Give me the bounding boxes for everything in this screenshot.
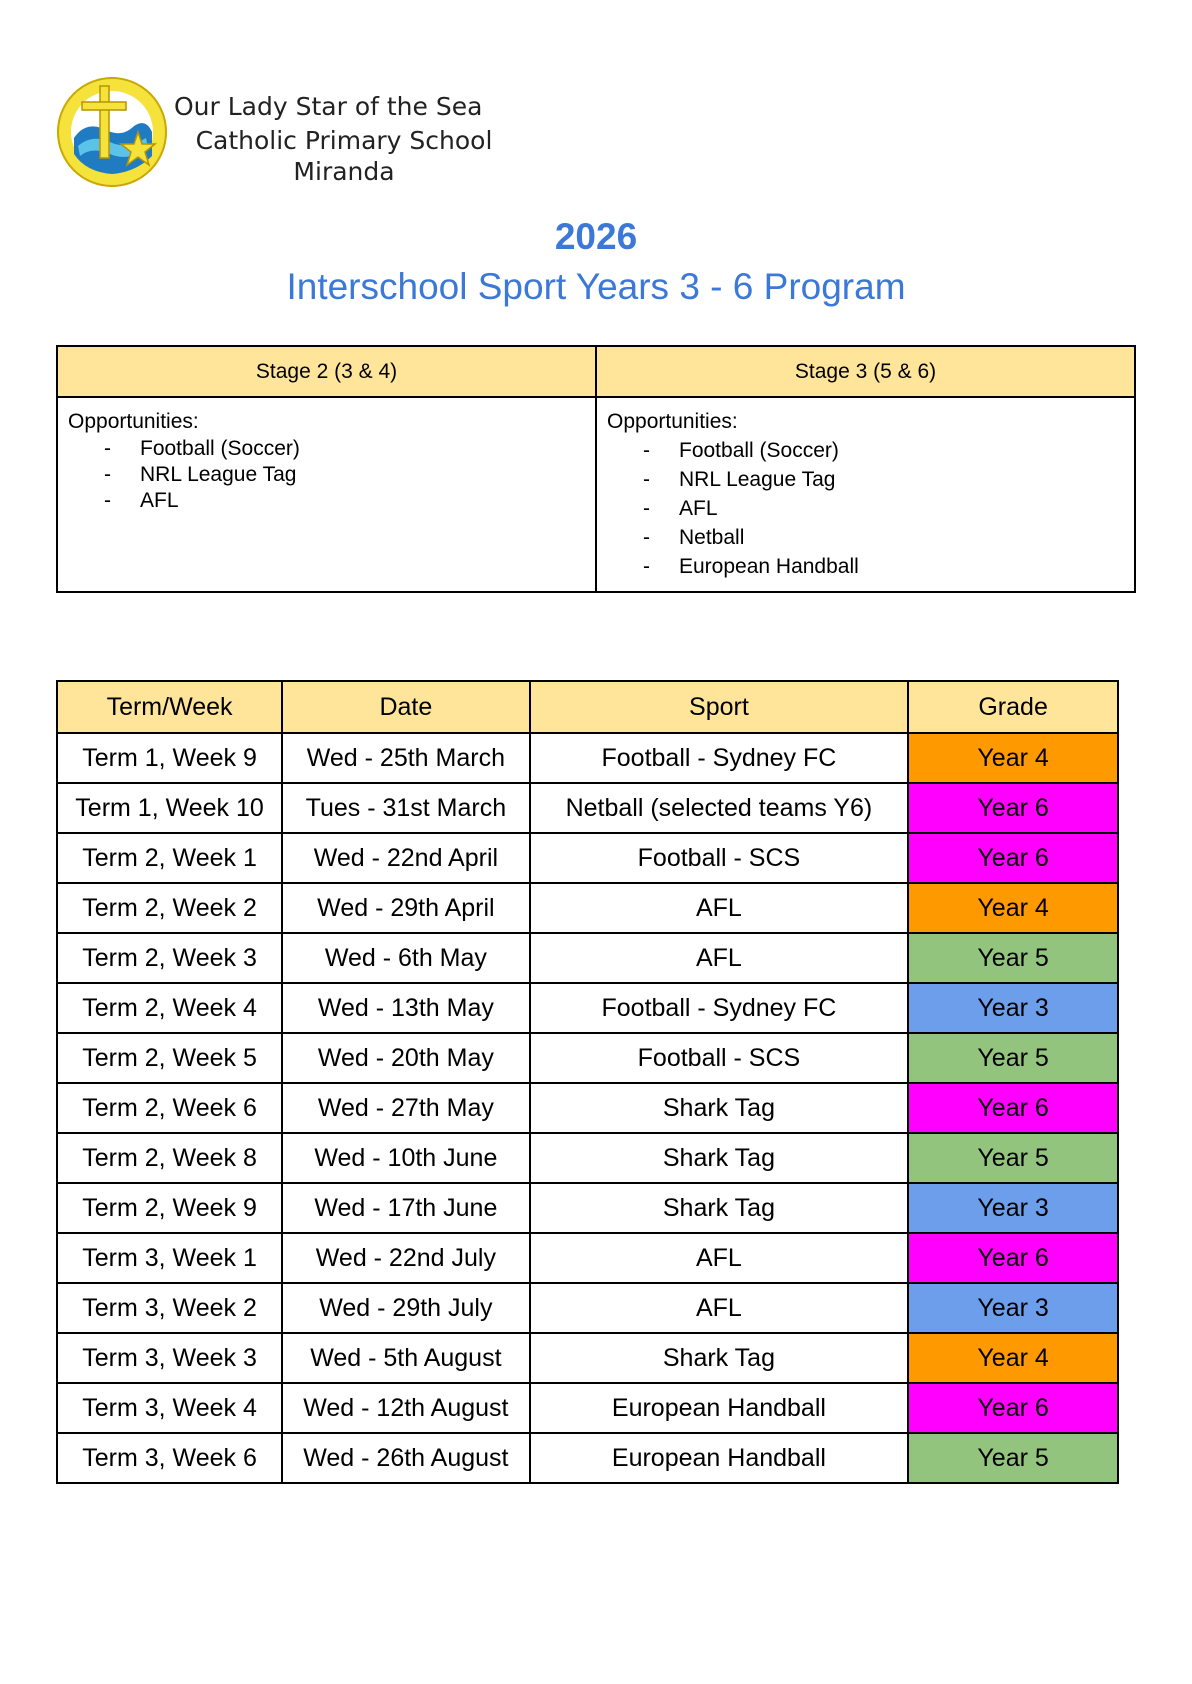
sport-cell: Football - SCS	[530, 1033, 909, 1083]
table-row	[57, 1083, 1118, 1133]
grade-cell: Year 6	[908, 833, 1118, 883]
sport-cell: AFL	[530, 933, 909, 983]
grade-cell: Year 5	[908, 1133, 1118, 1183]
grade-cell: Year 4	[908, 883, 1118, 933]
table-row	[57, 1233, 1118, 1283]
term-week-cell: Term 3, Week 3	[57, 1333, 282, 1383]
grade-cell: Year 6	[908, 1083, 1118, 1133]
grade-cell: Year 3	[908, 1183, 1118, 1233]
term-week-cell: Term 2, Week 9	[57, 1183, 282, 1233]
date-cell: Wed - 27th May	[282, 1083, 530, 1133]
term-week-cell: Term 2, Week 1	[57, 833, 282, 883]
sport-cell: Netball (selected teams Y6)	[530, 783, 909, 833]
table-row	[57, 833, 1118, 883]
date-cell: Wed - 5th August	[282, 1333, 530, 1383]
stage3-opportunities-list	[607, 436, 1124, 581]
term-week-cell: Term 3, Week 6	[57, 1433, 282, 1483]
sport-cell: Football - SCS	[530, 833, 909, 883]
grade-cell: Year 3	[908, 1283, 1118, 1333]
sport-cell: AFL	[530, 1233, 909, 1283]
stage2-heading: Stage 2 (3 & 4)	[57, 346, 596, 397]
table-row	[57, 883, 1118, 933]
term-week-cell: Term 2, Week 8	[57, 1133, 282, 1183]
stage3-heading: Stage 3 (5 & 6)	[596, 346, 1135, 397]
sport-cell: European Handball	[530, 1433, 909, 1483]
stage2-opportunities-label: Opportunities:	[68, 410, 199, 433]
header-date: Date	[282, 681, 530, 733]
list-item: - European Handball	[643, 555, 859, 578]
stage2-cell	[57, 397, 596, 592]
table-row	[57, 1283, 1118, 1333]
term-week-cell: Term 3, Week 1	[57, 1233, 282, 1283]
grade-cell: Year 5	[908, 933, 1118, 983]
header-sport: Sport	[530, 681, 909, 733]
date-cell: Wed - 12th August	[282, 1383, 530, 1433]
term-week-cell: Term 1, Week 10	[57, 783, 282, 833]
grade-cell: Year 6	[908, 783, 1118, 833]
school-name-line1: Our Lady Star of the Sea	[174, 92, 483, 121]
page-title: Interschool Sport Years 3 - 6 Program	[286, 266, 906, 307]
list-item: - Netball	[643, 526, 745, 549]
grade-cell: Year 4	[908, 733, 1118, 783]
grade-cell: Year 5	[908, 1033, 1118, 1083]
date-cell: Wed - 13th May	[282, 983, 530, 1033]
list-item: - Football (Soccer)	[104, 437, 300, 460]
sport-cell: Shark Tag	[530, 1133, 909, 1183]
list-item: - NRL League Tag	[104, 463, 297, 486]
schedule-body	[57, 733, 1118, 1483]
header-term-week: Term/Week	[57, 681, 282, 733]
school-logo	[56, 76, 516, 196]
term-week-cell: Term 1, Week 9	[57, 733, 282, 783]
date-cell: Wed - 25th March	[282, 733, 530, 783]
date-cell: Wed - 22nd April	[282, 833, 530, 883]
school-crest-icon	[56, 76, 168, 188]
grade-cell: Year 6	[908, 1233, 1118, 1283]
sport-cell: Shark Tag	[530, 1333, 909, 1383]
table-row	[57, 933, 1118, 983]
date-cell: Wed - 29th July	[282, 1283, 530, 1333]
table-row	[57, 1033, 1118, 1083]
table-row	[57, 783, 1118, 833]
list-item: - Football (Soccer)	[643, 439, 839, 462]
grade-cell: Year 4	[908, 1333, 1118, 1383]
table-row	[57, 733, 1118, 783]
table-row	[57, 1133, 1118, 1183]
stage2-opportunities-list	[68, 436, 585, 514]
table-row	[57, 1383, 1118, 1433]
date-cell: Wed - 26th August	[282, 1433, 530, 1483]
stage-opportunities-table	[56, 345, 1136, 593]
sport-cell: European Handball	[530, 1383, 909, 1433]
term-week-cell: Term 3, Week 2	[57, 1283, 282, 1333]
term-week-cell: Term 2, Week 3	[57, 933, 282, 983]
sport-cell: AFL	[530, 1283, 909, 1333]
school-name-line2: Catholic Primary School	[195, 126, 493, 155]
table-row	[57, 1433, 1118, 1483]
date-cell: Wed - 20th May	[282, 1033, 530, 1083]
grade-cell: Year 3	[908, 983, 1118, 1033]
date-cell: Wed - 10th June	[282, 1133, 530, 1183]
sport-cell: Shark Tag	[530, 1083, 909, 1133]
date-cell: Wed - 29th April	[282, 883, 530, 933]
term-week-cell: Term 2, Week 6	[57, 1083, 282, 1133]
term-week-cell: Term 3, Week 4	[57, 1383, 282, 1433]
school-name-line3: Miranda	[293, 157, 395, 186]
sport-cell: AFL	[530, 883, 909, 933]
list-item: - AFL	[104, 489, 179, 512]
stage3-cell	[596, 397, 1135, 592]
date-cell: Wed - 17th June	[282, 1183, 530, 1233]
sport-cell: Football - Sydney FC	[530, 733, 909, 783]
header-grade: Grade	[908, 681, 1118, 733]
date-cell: Tues - 31st March	[282, 783, 530, 833]
table-row	[57, 983, 1118, 1033]
grade-cell: Year 6	[908, 1383, 1118, 1433]
list-item: - AFL	[643, 497, 718, 520]
sport-cell: Football - Sydney FC	[530, 983, 909, 1033]
table-row	[57, 1333, 1118, 1383]
sport-cell: Shark Tag	[530, 1183, 909, 1233]
grade-cell: Year 5	[908, 1433, 1118, 1483]
date-cell: Wed - 22nd July	[282, 1233, 530, 1283]
page-year: 2026	[554, 216, 638, 257]
term-week-cell: Term 2, Week 5	[57, 1033, 282, 1083]
date-cell: Wed - 6th May	[282, 933, 530, 983]
sport-schedule-table	[56, 680, 1119, 1484]
term-week-cell: Term 2, Week 4	[57, 983, 282, 1033]
table-row	[57, 1183, 1118, 1233]
stage3-opportunities-label: Opportunities:	[607, 410, 738, 433]
term-week-cell: Term 2, Week 2	[57, 883, 282, 933]
list-item: - NRL League Tag	[643, 468, 836, 491]
